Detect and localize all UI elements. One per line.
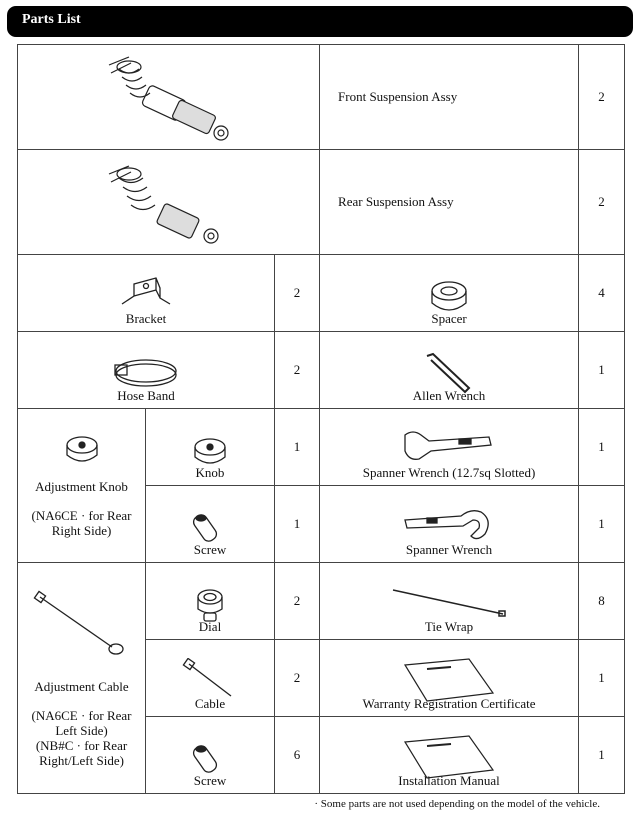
- screw-2-label: Screw: [193, 773, 227, 788]
- table-row: [18, 255, 625, 332]
- tie-wrap-icon: [389, 584, 509, 624]
- front-suspension-qty: 2: [579, 45, 625, 150]
- knob-cell: [146, 409, 275, 486]
- cable-cell: [146, 640, 275, 717]
- spanner-label: Spanner Wrench: [405, 542, 493, 557]
- adjustment-cable-group-cell: [18, 563, 146, 794]
- tie-wrap-label: Tie Wrap: [424, 619, 474, 634]
- screw-label: Screw: [193, 542, 227, 557]
- cable-label: Cable: [194, 696, 226, 711]
- cable-qty: 2: [275, 640, 320, 717]
- spanner-cell: [320, 486, 579, 563]
- screw-qty: 1: [275, 486, 320, 563]
- hose-band-icon: [111, 353, 181, 393]
- rear-suspension-name: Rear Suspension Assy: [320, 150, 579, 255]
- screw-2-cell: [146, 717, 275, 794]
- manual-label: Installation Manual: [398, 773, 500, 788]
- dial-qty: 2: [275, 563, 320, 640]
- spanner-slotted-qty: 1: [579, 409, 625, 486]
- screw-cell: [146, 486, 275, 563]
- footnote: · Some parts are not used depending on the model of the vehicle.: [314, 798, 600, 810]
- manual-qty: 1: [579, 717, 625, 794]
- allen-wrench-qty: 1: [579, 332, 625, 409]
- adjustment-cable-title: Adjustment Cable: [34, 678, 129, 694]
- dial-label: Dial: [198, 619, 222, 634]
- spanner-slotted-label: Spanner Wrench (12.7sq Slotted): [362, 465, 536, 480]
- adjustment-knob-icon: [62, 433, 102, 467]
- dial-cell: [146, 563, 275, 640]
- tie-wrap-qty: 8: [579, 563, 625, 640]
- knob-qty: 1: [275, 409, 320, 486]
- hose-band-label: Hose Band: [117, 388, 175, 403]
- allen-wrench-label: Allen Wrench: [412, 388, 486, 403]
- adjustment-knob-title: Adjustment Knob: [35, 479, 128, 494]
- front-suspension-icon: [89, 47, 249, 147]
- warranty-cell: [320, 640, 579, 717]
- rear-suspension-qty: 2: [579, 150, 625, 255]
- table-row: [18, 563, 625, 640]
- parts-table: [17, 44, 625, 794]
- tie-wrap-cell: [320, 563, 579, 640]
- parts-list-title: Parts List: [22, 12, 81, 27]
- spacer-qty: 4: [579, 255, 625, 332]
- warranty-label: Warranty Registration Certificate: [362, 696, 536, 711]
- bracket-cell: [18, 255, 275, 332]
- adjustment-knob-group-cell: [18, 409, 146, 563]
- table-row: [18, 150, 625, 255]
- front-suspension-name: Front Suspension Assy: [320, 45, 579, 150]
- allen-wrench-cell: [320, 332, 579, 409]
- bracket-label: Bracket: [125, 311, 167, 326]
- table-row: [18, 409, 625, 486]
- warranty-qty: 1: [579, 640, 625, 717]
- adjustment-knob-note: (NA6CE · for Rear Right Side): [31, 508, 132, 538]
- spanner-qty: 1: [579, 486, 625, 563]
- bracket-qty: 2: [275, 255, 320, 332]
- adjustment-cable-note-2: (NB#C · for Rear Right/Left Side): [35, 737, 128, 768]
- rear-suspension-image-cell: [18, 150, 320, 255]
- table-row: [18, 332, 625, 409]
- adjustment-cable-note-1: (NA6CE · for Rear Left Side): [31, 707, 132, 738]
- spacer-label: Spacer: [431, 311, 467, 326]
- knob-label: Knob: [195, 465, 225, 480]
- screw-2-qty: 6: [275, 717, 320, 794]
- rear-suspension-icon: [89, 152, 249, 252]
- parts-list-header: [7, 6, 633, 37]
- spacer-cell: [320, 255, 579, 332]
- knob-icon: [190, 435, 230, 469]
- hose-band-qty: 2: [275, 332, 320, 409]
- spanner-slotted-cell: [320, 409, 579, 486]
- table-row: [18, 45, 625, 150]
- hose-band-cell: [18, 332, 275, 409]
- manual-cell: [320, 717, 579, 794]
- adjustment-cable-icon: [32, 589, 132, 659]
- front-suspension-image-cell: [18, 45, 320, 150]
